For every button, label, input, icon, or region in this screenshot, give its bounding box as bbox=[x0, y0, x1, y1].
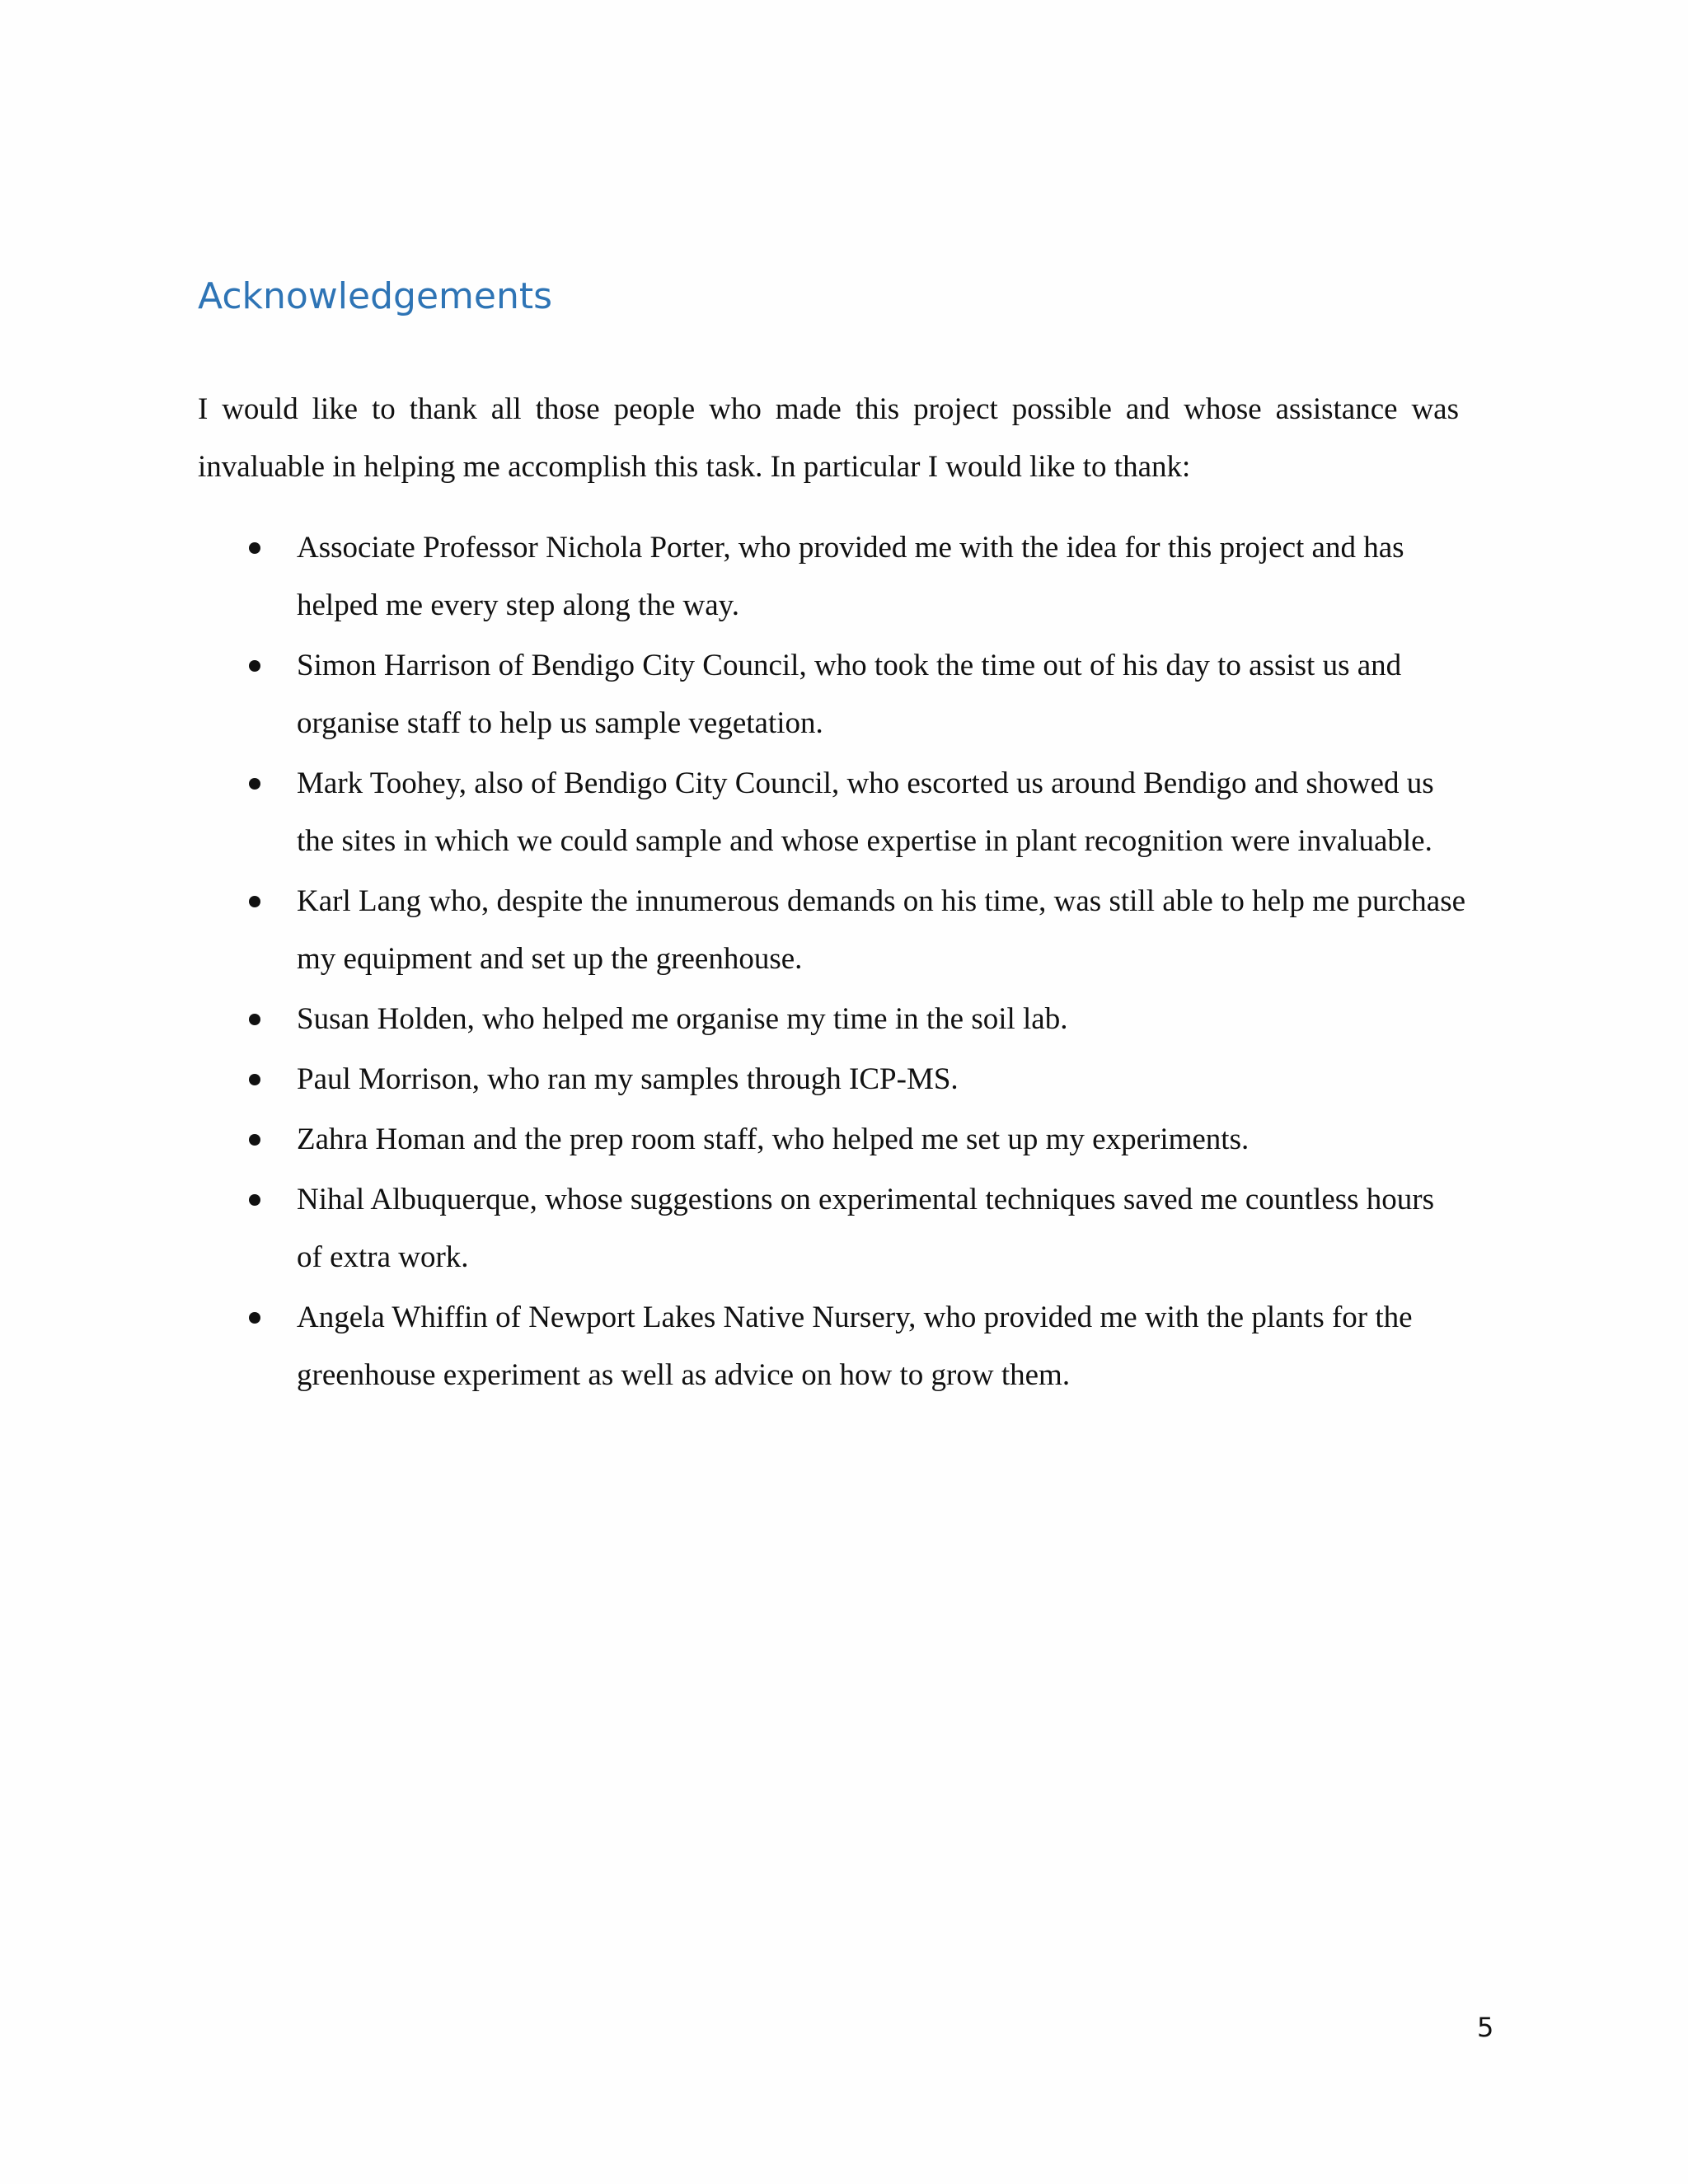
bullet-dot-icon bbox=[249, 1312, 260, 1324]
list-item bbox=[198, 1171, 1467, 1286]
list-item-text: Angela Whiffin of Newport Lakes Native Nursery, who provided me with the plants for the greenhouse experiment as well as advice on how to grow them. bbox=[297, 1301, 1413, 1392]
list-item-text: Associate Professor Nichola Porter, who provided me with the idea for this project and has helped me every step along the way. bbox=[297, 531, 1404, 622]
list-item-text: Zahra Homan and the prep room staff, who helped me set up my experiments. bbox=[297, 1122, 1250, 1156]
list-item-text: Paul Morrison, who ran my samples through ICP-MS. bbox=[297, 1062, 959, 1096]
acknowledgements-list bbox=[198, 519, 1467, 1407]
bullet-dot-icon bbox=[249, 542, 260, 554]
list-item bbox=[198, 755, 1467, 870]
bullet-dot-icon bbox=[249, 1014, 260, 1025]
bullet-dot-icon bbox=[249, 778, 260, 790]
bullet-dot-icon bbox=[249, 896, 260, 907]
list-item bbox=[198, 637, 1467, 752]
list-item-text: Nihal Albuquerque, whose suggestions on experimental techniques saved me countless hours of extra work. bbox=[297, 1183, 1435, 1274]
bullet-dot-icon bbox=[249, 1134, 260, 1146]
list-item-text: Susan Holden, who helped me organise my time in the soil lab. bbox=[297, 1002, 1068, 1036]
intro-paragraph: I would like to thank all those people who made this project possible and whose assistance was invaluable in helping me accomplish this task. In particular I would like to thank: bbox=[198, 392, 1459, 484]
list-item bbox=[198, 1289, 1467, 1404]
list-item-text: Mark Toohey, also of Bendigo City Council, who escorted us around Bendigo and showed us the sites in which we could sample and whose expertise in plant recognition were invaluable. bbox=[297, 766, 1434, 858]
bullet-dot-icon bbox=[249, 1194, 260, 1206]
bullet-dot-icon bbox=[249, 1074, 260, 1085]
list-item bbox=[198, 519, 1467, 635]
list-item bbox=[198, 1051, 1467, 1108]
list-item bbox=[198, 873, 1467, 988]
list-item-text: Simon Harrison of Bendigo City Council, who took the time out of his day to assist us and organise staff to help us sample vegetation. bbox=[297, 649, 1402, 740]
bullet-dot-icon bbox=[249, 660, 260, 672]
list-item bbox=[198, 1111, 1467, 1169]
list-item-text: Karl Lang who, despite the innumerous demands on his time, was still able to help me purchase my equipment and set up the greenhouse. bbox=[297, 884, 1466, 976]
list-item bbox=[198, 991, 1467, 1048]
page-title: Acknowledgements bbox=[198, 275, 553, 317]
page-number: 5 bbox=[1477, 2012, 1494, 2043]
